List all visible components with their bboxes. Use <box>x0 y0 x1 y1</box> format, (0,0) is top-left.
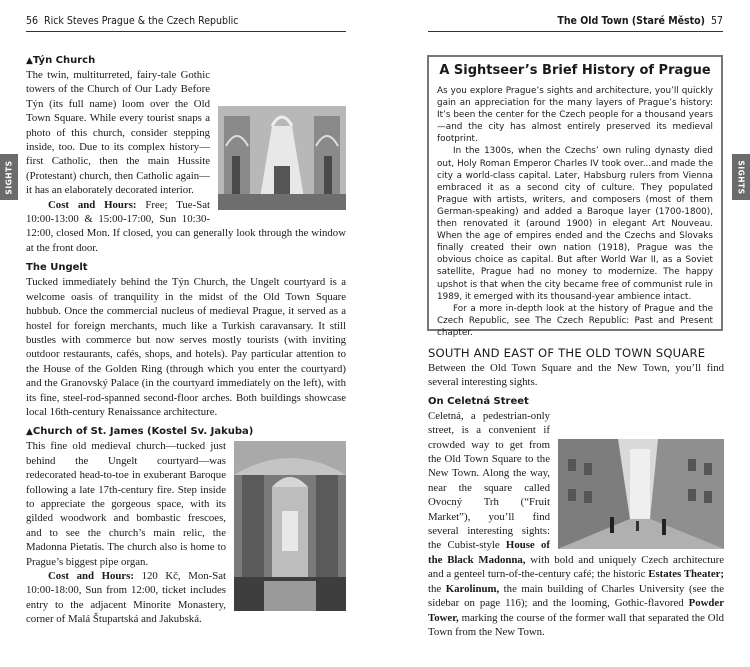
karolinum-name: Karolinum, <box>445 582 500 595</box>
sidebar-paragraph-2: In the 1300s, when the Czechs’ own ruling dynasty died out, Holy Roman Emperor Charles IV took over...and made the city a world-class capital. Later, Habsburg rulers from Vienna embraced it as a second city of culture. They populated Prague with artists, writers, and composers (most of them German-speaking) and added a Baroque layer (1700-1800), then renovated it (around 1900) in elegant Art Nouveau. When the age of empires ended and the Czechs and Slovaks finally created their own nation (1918), Prague was the obvious choice as capital. But after World War II, as a Soviet satellite, Prague had no money to modernize. The happy upshot is that when the city became free of communist rule in 1989, it emerged with its thousand-year ambience intact. <box>437 146 713 302</box>
running-title-right: The Old Town (Staré Město) <box>557 15 705 27</box>
celetna-street-photo <box>558 439 724 549</box>
st-james-hours-text: 120 Kč, Mon-Sat 10:00-18:00, Sun from 12:00, ticket includes entry to the adjacent Minorite Monastery, corner of Malá Štupartská and Jakubská. <box>26 570 227 626</box>
st-james-heading: ▲Church of St. James (Kostel Sv. Jakuba) <box>26 426 254 438</box>
section-heading: SOUTH AND EAST OF THE OLD TOWN SQUARE <box>428 346 706 360</box>
section-intro: Between the Old Town Square and the New Town, you’ll find several interesting sights. <box>428 362 724 389</box>
page-number-left: 56 <box>26 15 39 27</box>
st-james-text: This fine old medieval church—tucked just behind the Ungelt courtyard—was redecorated head-to-toe in exuberant Baroque following a late 17th-century fire. Step inside to appreciate the gorgeous space, with its gilded woodwork and bombastic frescoes, and to see the church’s main relic, the Madonna Pietatis. The church also is home to Prague’s biggest pipe organ. <box>26 440 226 568</box>
running-header-right <box>428 10 723 32</box>
celetna-heading: On Celetná Street <box>428 395 529 407</box>
sights-tab-left: SIGHTS <box>0 154 18 200</box>
powder-tower-name: Powder Tower, <box>428 597 724 624</box>
tyn-church-heading: ▲Týn Church <box>26 55 96 66</box>
black-madonna-name: House of the Black Madonna, <box>428 539 550 566</box>
tyn-church-interior-photo <box>218 106 346 210</box>
sidebar-paragraph-1: As you explore Prague’s sights and architecture, you’ll quickly gain an appreciation for the many layers of Prague’s history: It’s been the center for the Czech people for a thousand years—and the city has almost entirely preserved its medieval footprint. <box>437 86 713 145</box>
ungelt-heading: The Ungelt <box>26 262 88 274</box>
st-james-interior-photo <box>234 441 346 611</box>
sidebar-paragraph-3: For a more in-depth look at the history of Prague and the Czech Republic, see The Czech Republic: Past and Present chapter. <box>437 303 713 338</box>
st-james-hours-label: Cost and Hours: <box>48 570 134 582</box>
page-number-right: 57 <box>710 15 723 27</box>
tyn-hours-label: Cost and Hours: <box>48 198 137 211</box>
tyn-hours-text: Free; Tue-Sat 10:00-13:00 & 15:00-17:00, Sun 10:30-12:00, closed Mon. If closed, you can generally look through the window at the front door. <box>26 198 346 254</box>
sidebar-title: A Sightseer’s Brief History of Prague <box>439 63 711 78</box>
sights-tab-right: SIGHTS <box>732 154 750 200</box>
running-title-left: Rick Steves Prague & the Czech Republic <box>44 15 239 27</box>
history-sidebar-box <box>427 55 723 338</box>
celetna-text: Celetná, a pedestrian-only street, is a convenient if crowded way to get from the Old Town Square to the New Town. Along the way, near the square called Ovocný Trh (“Fruit Market”), you’ll find several interesting sights: the Cubist-style House of the Black Madonna, with bold and uniquely Czech architecture and a genteel turn-of-the-century café; the historic Estates Theater; the Karolinum, the main building of Charles University (see the sidebar on page 116); and the looming, Gothic-flavored Powder Tower, marking the course of the former wall that separated the Old Town from the New Town. <box>428 409 725 638</box>
ungelt-text: Tucked immediately behind the Týn Church, the Ungelt courtyard is a welcome oasis of tranquility in the midst of the Old Town Square hubbub. Once the commercial nucleus of medieval Prague, it served as a hostel for foreign merchants, much like a Turkish caravansary. It still bustles with commerce but now serves mostly tourists (with inviting outdoor restaurants, cafés, shops, and hotels). Pay particular attention to the House of the Golden Ring (through which you enter the courtyard) and the Granovský Palace (in the courtyard immediately on the left), with its fine, steel-rod-spanned second-floor arches. Both buildings showcase local 16th-century Renaissance architecture. <box>26 276 346 418</box>
triangle-icon: ▲ <box>26 427 33 438</box>
left-column <box>26 50 346 627</box>
triangle-icon: ▲ <box>26 56 33 66</box>
estates-theater-name: Estates Theater; <box>648 568 725 581</box>
running-header-left <box>26 10 346 32</box>
right-column <box>428 346 724 639</box>
tyn-church-text: The twin, multiturreted, fairy-tale Gothic towers of the Church of Our Lady Before Týn (its full name) loom over the Old Town Square. While every tourist snaps a photo of this church, consider stepping inside, too. Due to its complex history—first Catholic, then the main Hussite (Protestant) church, then Catholic again—it has an elaborately decorated interior. <box>26 69 210 197</box>
